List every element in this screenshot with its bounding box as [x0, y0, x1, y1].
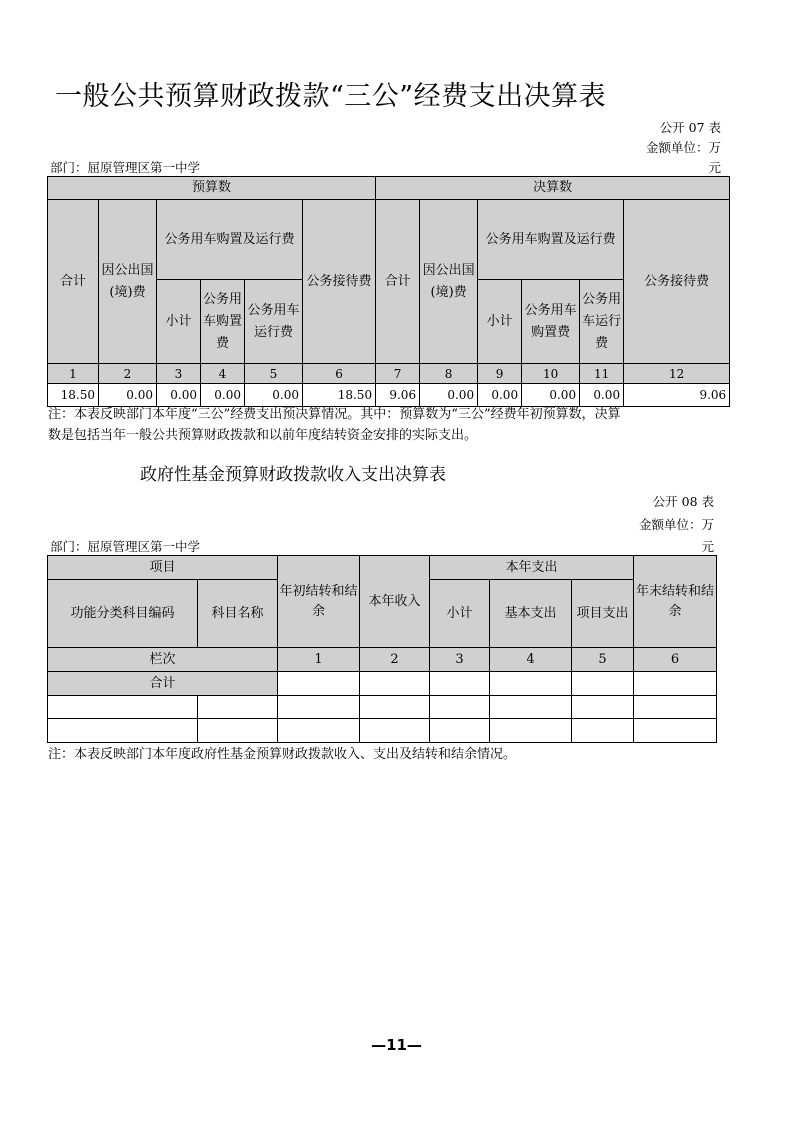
header-subject-name: 科目名称 [198, 580, 278, 648]
col-index: 3 [430, 648, 490, 672]
header-carbuy-final: 公务用车购置费 [522, 280, 580, 364]
table2-unit-a: 金额单位：万 [638, 517, 714, 532]
table2 [47, 555, 717, 743]
col-index: 2 [99, 364, 157, 384]
empty-cell [490, 696, 572, 719]
header-final: 决算数 [376, 177, 730, 200]
empty-cell [48, 719, 198, 743]
header-income: 本年收入 [360, 556, 430, 648]
empty-cell [278, 719, 360, 743]
table2-title: 政府性基金预算财政拨款收入支出决算表 [140, 465, 446, 485]
col-index: 9 [478, 364, 522, 384]
value-cell: 0.00 [522, 384, 580, 407]
table1-dept: 部门：屈原管理区第一中学 [50, 160, 201, 175]
header-carbuy-budget: 公务用车购置费 [201, 280, 245, 364]
col-index: 12 [624, 364, 730, 384]
value-cell: 9.06 [624, 384, 730, 407]
empty-cell [634, 696, 717, 719]
value-cell: 0.00 [478, 384, 522, 407]
value-cell: 0.00 [245, 384, 303, 407]
col-index: 1 [48, 364, 99, 384]
header-abroad-final: 因公出国(境)费 [420, 200, 478, 364]
table2-note: 注：本表反映部门本年度政府性基金预算财政拨款收入、支出及结转和结余情况。 [48, 747, 517, 762]
page-number: —11— [371, 1036, 422, 1054]
empty-cell [430, 672, 490, 696]
table1-note-line1: 注：本表反映部门本年度“三公”经费支出预决算情况。其中：预算数为“三公”经费年初预算数，决算 [48, 407, 621, 422]
col-index: 11 [580, 364, 624, 384]
empty-cell [572, 696, 634, 719]
header-basic-expense: 基本支出 [490, 580, 572, 648]
value-cell: 18.50 [48, 384, 99, 407]
header-total-budget: 合计 [48, 200, 99, 364]
table2-code: 公开 08 表 [652, 494, 714, 509]
empty-cell [278, 672, 360, 696]
header-car-final: 公务用车购置及运行费 [478, 200, 624, 280]
header-subtotal: 小计 [430, 580, 490, 648]
table2-unit-b: 元 [701, 539, 714, 554]
table1 [47, 176, 730, 407]
table1-unit-a: 金额单位：万 [645, 140, 721, 155]
header-project-expense: 项目支出 [572, 580, 634, 648]
col-index: 4 [201, 364, 245, 384]
header-reception-budget: 公务接待费 [303, 200, 376, 364]
empty-cell [490, 672, 572, 696]
header-func-code: 功能分类科目编码 [48, 580, 198, 648]
header-car-budget: 公务用车购置及运行费 [157, 200, 303, 280]
header-end-balance: 年末结转和结余 [634, 556, 717, 648]
col-index: 10 [522, 364, 580, 384]
value-cell: 9.06 [376, 384, 420, 407]
table1-unit-b: 元 [708, 160, 721, 175]
value-cell: 0.00 [580, 384, 624, 407]
value-cell: 0.00 [157, 384, 201, 407]
col-index: 8 [420, 364, 478, 384]
empty-cell [360, 672, 430, 696]
col-index: 3 [157, 364, 201, 384]
col-index: 5 [572, 648, 634, 672]
empty-cell [278, 696, 360, 719]
header-budget: 预算数 [48, 177, 376, 200]
header-item: 项目 [48, 556, 278, 580]
empty-cell [572, 672, 634, 696]
table1-code: 公开 07 表 [659, 120, 721, 135]
col-index: 6 [634, 648, 717, 672]
value-cell: 18.50 [303, 384, 376, 407]
header-carrun-final: 公务用车运行费 [580, 280, 624, 364]
value-cell: 0.00 [420, 384, 478, 407]
header-begin-balance: 年初结转和结余 [278, 556, 360, 648]
col-index: 2 [360, 648, 430, 672]
col-index: 7 [376, 364, 420, 384]
empty-cell [48, 696, 198, 719]
table1-title: 一般公共预算财政拨款“三公”经费支出决算表 [55, 81, 607, 112]
empty-cell [634, 719, 717, 743]
empty-cell [430, 719, 490, 743]
empty-cell [198, 696, 278, 719]
empty-cell [430, 696, 490, 719]
table1-note-line2: 数是包括当年一般公共预算财政拨款和以前年度结转资金安排的实际支出。 [48, 428, 478, 443]
table2-dept: 部门：屈原管理区第一中学 [50, 539, 201, 554]
header-total-final: 合计 [376, 200, 420, 364]
header-subtotal-final: 小计 [478, 280, 522, 364]
header-abroad-budget: 因公出国(境)费 [99, 200, 157, 364]
value-cell: 0.00 [99, 384, 157, 407]
header-carrun-budget: 公务用车运行费 [245, 280, 303, 364]
header-subtotal-budget: 小计 [157, 280, 201, 364]
row-index-label: 栏次 [48, 648, 278, 672]
col-index: 6 [303, 364, 376, 384]
total-row-label: 合计 [48, 672, 278, 696]
empty-cell [634, 672, 717, 696]
value-cell: 0.00 [201, 384, 245, 407]
header-expense: 本年支出 [430, 556, 634, 580]
col-index: 4 [490, 648, 572, 672]
empty-cell [360, 719, 430, 743]
empty-cell [490, 719, 572, 743]
header-reception-final: 公务接待费 [624, 200, 730, 364]
col-index: 1 [278, 648, 360, 672]
empty-cell [198, 719, 278, 743]
empty-cell [572, 719, 634, 743]
col-index: 5 [245, 364, 303, 384]
empty-cell [360, 696, 430, 719]
